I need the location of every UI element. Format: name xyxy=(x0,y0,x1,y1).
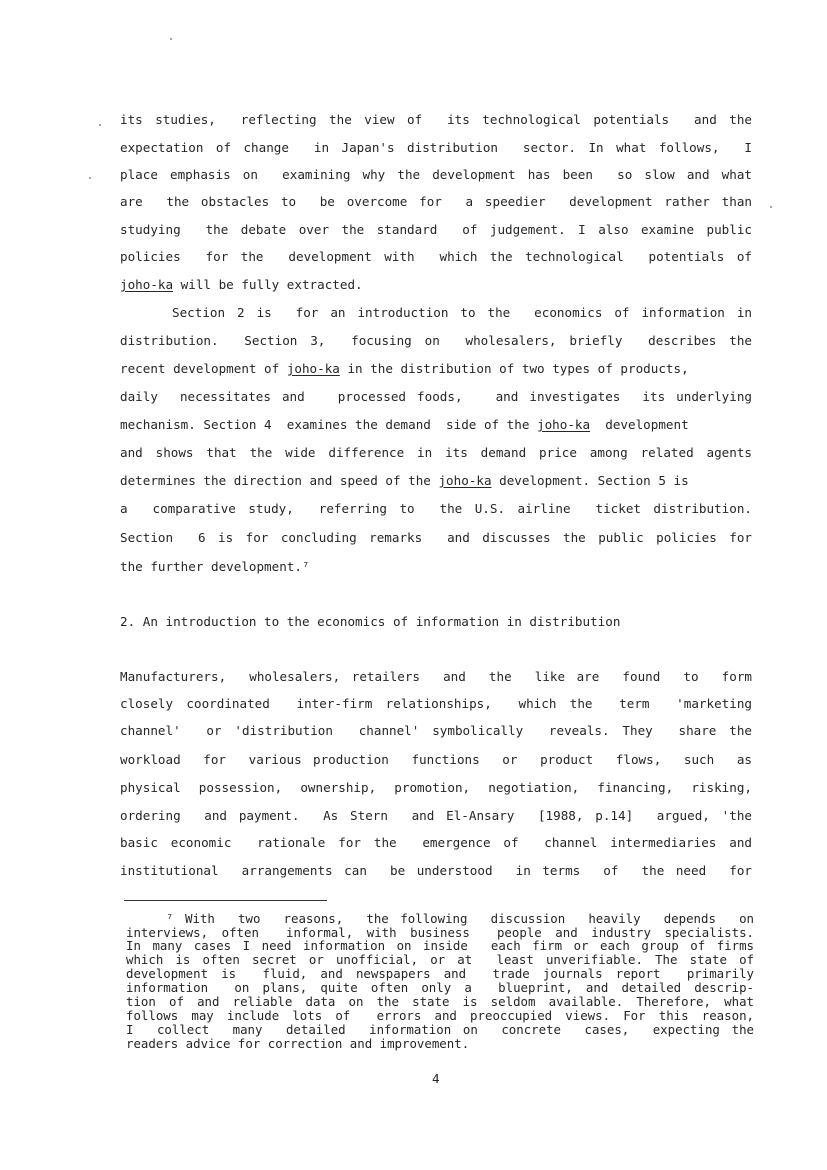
text-line: a comparative study, referring to the U.S. airline ticket distribution. xyxy=(120,501,752,516)
text-line: policies for the development with which the technological potentials of xyxy=(120,249,752,264)
text-line: place emphasis on examining why the development has been so slow and what xyxy=(120,167,752,182)
text-run: development. Section 5 is xyxy=(491,473,689,488)
term-joho-ka: joho-ka xyxy=(438,473,492,488)
text-line: physical possession, ownership, promotion, negotiation, financing, risking, xyxy=(120,780,752,795)
text-run: recent development of xyxy=(120,361,287,376)
term-joho-ka: joho-ka xyxy=(537,417,591,432)
footnote-line: which is often secret or unofficial, or at least unverifiable. The state of xyxy=(126,952,754,967)
text-line: studying the debate over the standard of judgement. I also examine public xyxy=(120,222,752,237)
text-line: the further development.⁷ xyxy=(120,559,310,574)
text-line: channel' or 'distribution channel' symbolically reveals. They share the xyxy=(120,723,752,738)
footnote-line: interviews, often informal, with business people and industry specialists. xyxy=(126,925,754,940)
text-line: expectation of change in Japan's distribution sector. In what follows, I xyxy=(120,140,752,155)
footnote-line: development is fluid, and newspapers and trade journals report primarily xyxy=(126,966,754,981)
text-line xyxy=(120,473,689,489)
text-line xyxy=(120,361,689,377)
text-line: institutional arrangements can be understood in terms of the need for xyxy=(120,863,752,878)
text-line: distribution. Section 3, focusing on wholesalers, briefly describes the xyxy=(120,333,752,348)
footnote-line: follows may include lots of errors and preoccupied views. For this reason, xyxy=(126,1008,754,1023)
text-run: in the distribution of two types of products, xyxy=(339,361,689,376)
text-line: are the obstacles to be overcome for a speedier development rather than xyxy=(120,194,752,209)
text-line: ordering and payment. As Stern and El-Ansary [1988, p.14] argued, 'the xyxy=(120,808,752,823)
section-heading: 2. An introduction to the economics of information in distribution xyxy=(120,614,621,629)
text-run: determines the direction and speed of the xyxy=(120,473,439,488)
scan-speck xyxy=(170,38,172,40)
footnote-line: In many cases I need information on inside each firm or each group of firms xyxy=(126,938,754,953)
text-run: mechanism. Section 4 examines the demand side of the xyxy=(120,417,538,432)
text-line: workload for various production functions or product flows, such as xyxy=(120,752,752,767)
text-line: and shows that the wide difference in its demand price among related agents xyxy=(120,445,752,460)
text-line xyxy=(120,417,689,433)
text-line: Section 2 is for an introduction to the economics of information in xyxy=(172,305,752,320)
footnote-line: tion of and reliable data on the state is seldom available. Therefore, what xyxy=(126,994,754,1009)
text-line: its studies, reflecting the view of its technological potentials and the xyxy=(120,112,752,127)
text-line: Manufacturers, wholesalers, retailers and the like are found to form xyxy=(120,669,752,684)
text-line: Section 6 is for concluding remarks and discusses the public policies for xyxy=(120,530,752,545)
term-joho-ka: joho-ka xyxy=(286,361,340,376)
term-joho-ka: joho-ka xyxy=(120,277,174,292)
scan-speck xyxy=(99,124,101,126)
footnote-rule xyxy=(124,900,327,901)
scan-speck xyxy=(770,206,772,208)
text-line: closely coordinated inter-firm relationships, which the term 'marketing xyxy=(120,696,752,711)
footnote-line: information on plans, quite often only a blueprint, and detailed descrip- xyxy=(126,980,754,995)
text-line xyxy=(120,277,363,293)
scan-speck xyxy=(89,177,91,179)
text-run: development xyxy=(590,417,689,432)
footnote-line: I collect many detailed information on concrete cases, expecting the xyxy=(126,1022,754,1037)
text-line: daily necessitates and processed foods, and investigates its underlying xyxy=(120,389,752,404)
text-line: basic economic rationale for the emergence of channel intermediaries and xyxy=(120,835,752,850)
page-number: 4 xyxy=(432,1071,440,1086)
footnote-line: ⁷ With two reasons, the following discussion heavily depends on xyxy=(166,911,754,926)
text-run: will be fully extracted. xyxy=(173,277,363,292)
footnote-line: readers advice for correction and improvement. xyxy=(126,1036,470,1051)
